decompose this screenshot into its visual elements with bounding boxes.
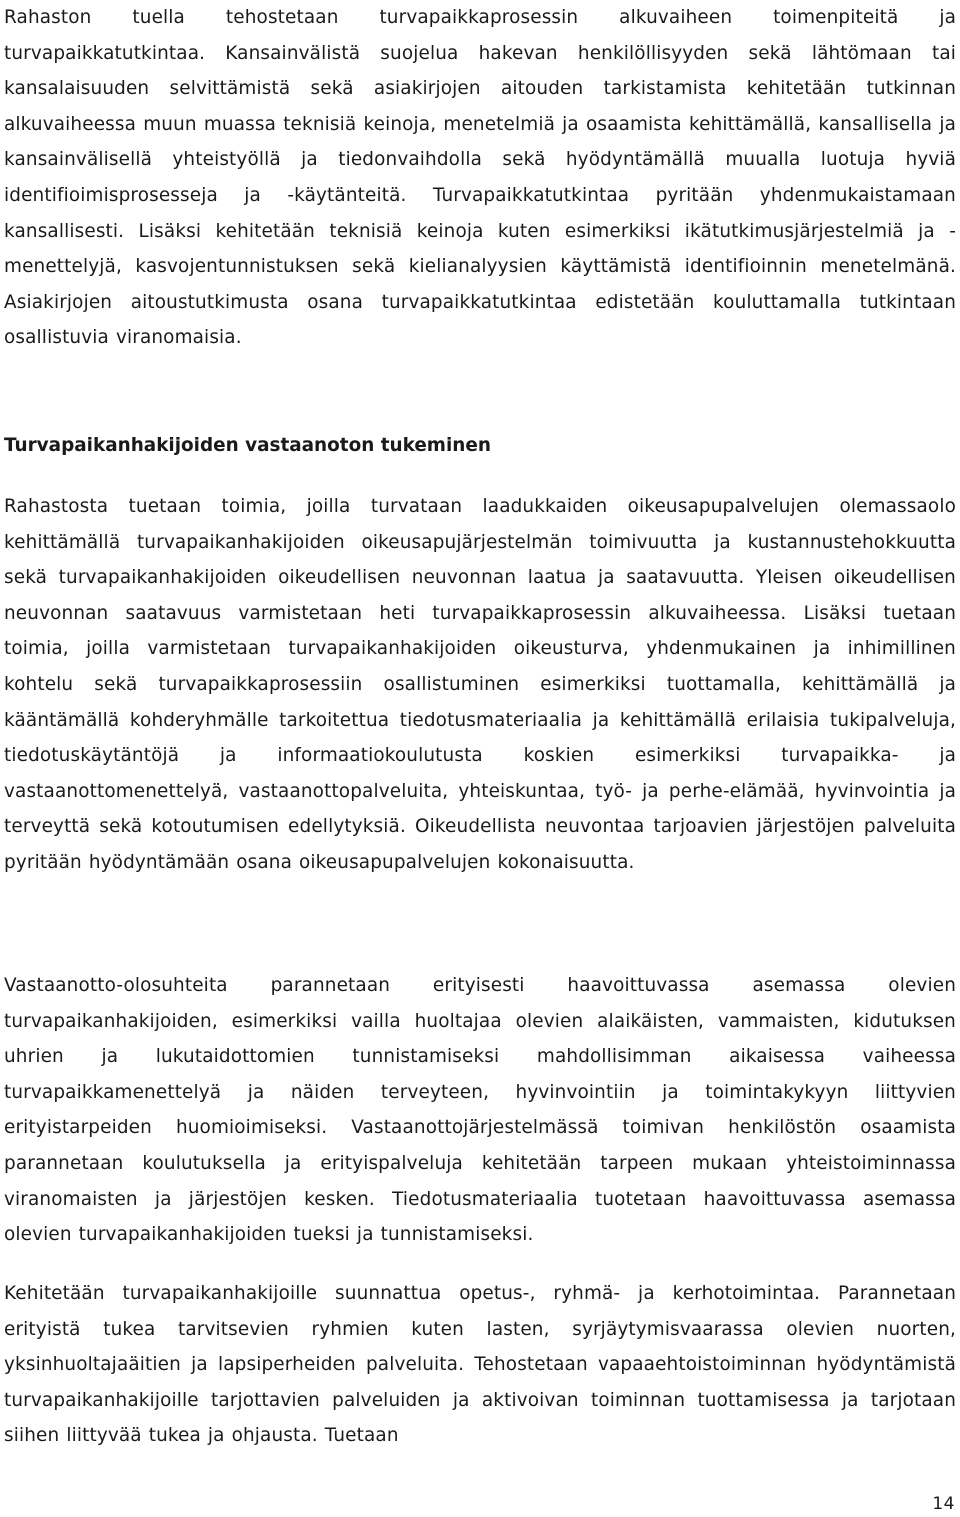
document-page [4, 0, 956, 1447]
body-paragraph: Kehitetään turvapaikanhakijoille suunnattua opetus-, ryhmä- ja kerhotoimintaa. Parannetaan erityistä tukea tarvitsevien ryhmien kuten lasten, syrjäytymisvaarassa olevien nuorten, yksinhuoltajaäitien ja lapsiperheiden palveluita. Tehostetaan vapaaehtoistoiminnan hyödyntämistä turvapaikanhakijoille tarjottavien palveluiden ja aktivoivan toiminnan tuottamisessa ja tarjotaan siihen liittyvää tukea ja ohjausta. Tuetaan [4, 1283, 956, 1447]
section-heading: Turvapaikanhakijoiden vastaanoton tukeminen [4, 435, 491, 456]
body-paragraph: Rahastosta tuetaan toimia, joilla turvataan laadukkaiden oikeusapupalvelujen olemassaolo kehittämällä turvapaikanhakijoiden oikeusapujärjestelmän toimivuutta ja kustannustehokkuutta sekä turvapaikanhakijoiden oikeudellisen neuvonnan laatua ja saatavuutta. Yleisen oikeudellisen neuvonnan saatavuus varmistetaan heti turvapaikkaprosessin alkuvaiheessa. Lisäksi tuetaan toimia, joilla varmistetaan turvapaikanhakijoiden oikeusturva, yhdenmukainen ja inhimillinen kohtelu sekä turvapaikkaprosessiin osallistuminen esimerkiksi tuottamalla, kehittämällä ja kääntämällä kohderyhmälle tarkoitettua tiedotusmateriaalia ja kehittämällä erilaisia tukipalveluja, tiedotuskäytäntöjä ja informaatiokoulutusta koskien esimerkiksi turvapaikka- ja vastaanottomenettelyä, vastaanottopalveluita, yhteiskuntaa, työ- ja perhe-elämää, hyvinvointia ja terveyttä sekä kotoutumisen edellytyksiä. Oikeudellista neuvontaa tarjoavien järjestöjen palveluita pyritään hyödyntämään osana oikeusapupalvelujen kokonaisuutta. [4, 496, 956, 873]
body-paragraph: Vastaanotto-olosuhteita parannetaan erityisesti haavoittuvassa asemassa olevien turvapaikanhakijoiden, esimerkiksi vailla huoltajaa olevien alaikäisten, vammaisten, kidutuksen uhrien ja lukutaidottomien tunnistamiseksi mahdollisimman aikaisessa vaiheessa turvapaikkamenettelyä ja näiden terveyteen, hyvinvointiin ja toimintakykyyn liittyvien erityistarpeiden huomioimiseksi. Vastaanottojärjestelmässä toimivan henkilöstön osaamista parannetaan koulutuksella ja erityispalveluja kehitetään tarpeen mukaan yhteistoiminnassa viranomaisten ja järjestöjen kesken. Tiedotusmateriaalia tuotetaan haavoittuvassa asemassa olevien turvapaikanhakijoiden tueksi ja tunnistamiseksi. [4, 975, 956, 1246]
page-number: 14 [932, 1494, 955, 1514]
body-paragraph: Rahaston tuella tehostetaan turvapaikkaprosessin alkuvaiheen toimenpiteitä ja turvapaikkatutkintaa. Kansainvälistä suojelua hakevan henkilöllisyyden sekä lähtömaan tai kansalaisuuden selvittämistä sekä asiakirjojen aitouden tarkistamista kehitetään tutkinnan alkuvaiheessa muun muassa teknisiä keinoja, menetelmiä ja osaamista kehittämällä, kansallisella ja kansainvälisellä yhteistyöllä ja tiedonvaihdolla sekä hyödyntämällä muualla luotuja hyviä identifioimisprosesseja ja -käytänteitä. Turvapaikkatutkintaa pyritään yhdenmukaistamaan kansallisesti. Lisäksi kehitetään teknisiä keinoja kuten esimerkiksi ikätutkimusjärjestelmiä ja -menettelyjä, kasvojentunnistuksen sekä kielianalyysien käyttämistä identifioinnin menetelmänä. Asiakirjojen aitoustutkimusta osana turvapaikkatutkintaa edistetään kouluttamalla tutkintaan osallistuvia viranomaisia. [4, 7, 956, 349]
